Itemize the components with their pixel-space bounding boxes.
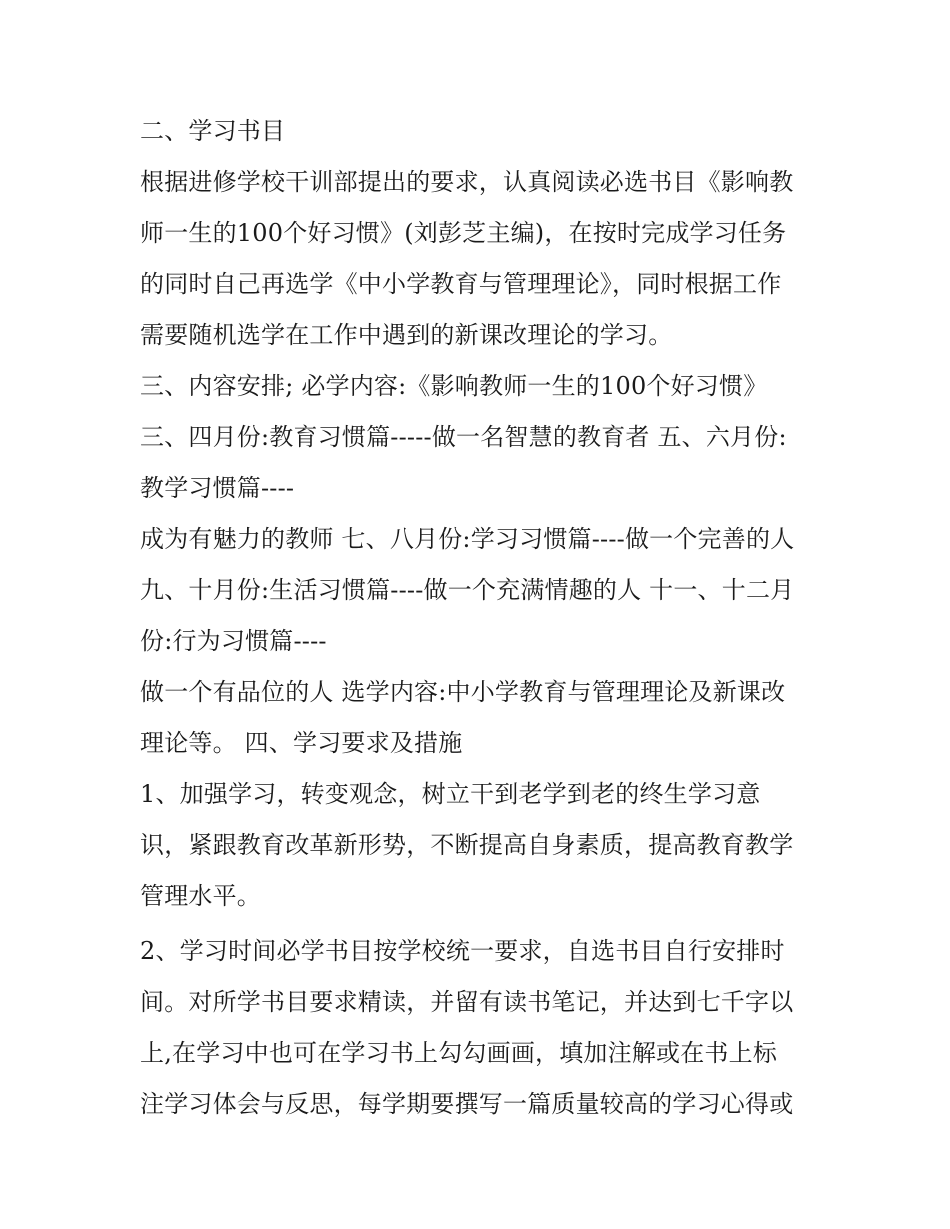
paragraph-line: 根据进修学校干训部提出的要求，认真阅读必选书目《影响教 bbox=[140, 168, 794, 196]
list-item-line: 上,在学习中也可在学习书上勾勾画画，填加注解或在书上标 bbox=[140, 1039, 778, 1067]
paragraph-line: 需要随机选学在工作中遇到的新课改理论的学习。 bbox=[140, 321, 673, 349]
paragraph-line: 九、十月份:生活习惯篇----做一个充满情趣的人 十一、十二月 bbox=[140, 576, 795, 604]
paragraph-line: 的同时自己再选学《中小学教育与管理理论》，同时根据工作 bbox=[140, 270, 782, 298]
paragraph-line: 份:行为习惯篇---- bbox=[140, 627, 327, 655]
paragraph-line: 理论等。 四、学习要求及措施 bbox=[140, 729, 463, 757]
list-item-line: 识，紧跟教育改革新形势，不断提高自身素质，提高教育教学 bbox=[140, 831, 794, 859]
list-item-line: 2、学习时间必学书目按学校统一要求，自选书目自行安排时 bbox=[140, 937, 785, 965]
list-item-line: 注学习体会与反思，每学期要撰写一篇质量较高的学习心得或 bbox=[140, 1090, 794, 1118]
paragraph-line: 师一生的100个好习惯》(刘彭芝主编)，在按时完成学习任务 bbox=[140, 219, 787, 247]
document-body bbox=[140, 106, 820, 1130]
paragraph-line: 做一个有品位的人 选学内容:中小学教育与管理理论及新课改 bbox=[140, 678, 786, 706]
section-heading-reading-list: 二、学习书目 bbox=[140, 117, 286, 145]
list-item-line: 1、加强学习，转变观念，树立干到老学到老的终生学习意 bbox=[140, 780, 761, 808]
list-item-line: 管理水平。 bbox=[140, 882, 261, 910]
section-heading-content-plan: 三、内容安排; 必学内容:《影响教师一生的100个好习惯》 bbox=[140, 372, 768, 400]
list-item-line: 间。对所学书目要求精读，并留有读书笔记，并达到七千字以 bbox=[140, 988, 794, 1016]
paragraph-line: 成为有魅力的教师 七、八月份:学习习惯篇----做一个完善的人 bbox=[140, 525, 795, 553]
paragraph-line: 三、四月份:教育习惯篇-----做一名智慧的教育者 五、六月份: bbox=[140, 423, 787, 451]
paragraph-line: 教学习惯篇---- bbox=[140, 474, 295, 502]
